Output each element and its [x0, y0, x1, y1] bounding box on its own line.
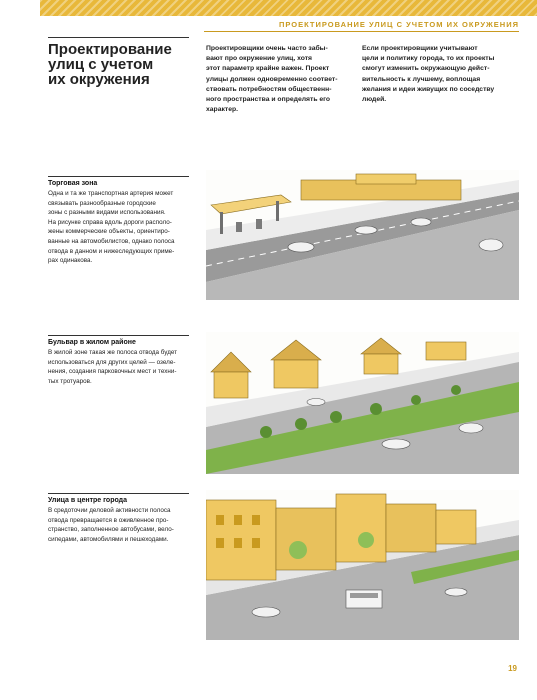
running-head-rule: [204, 31, 519, 32]
intro-line: ного пространства и определять его: [206, 96, 331, 104]
title-line: улиц с учетом: [48, 56, 154, 73]
intro-line: людей.: [362, 96, 387, 104]
body-line: отвода в данном и нижеследующих приме-: [48, 247, 175, 255]
intro-column-1: [206, 44, 351, 115]
section-rule: [48, 335, 189, 336]
body-line: Одна и та же транспортная артерия может: [48, 190, 174, 197]
section-body-boulevard: [48, 348, 196, 386]
body-line: странство, заполненное автобусами, вело-: [48, 526, 174, 534]
section-rule: [48, 176, 189, 177]
body-line: тых тротуаров.: [48, 377, 92, 385]
section-title-commercial: Торговая зона: [48, 180, 98, 187]
body-line: связывать разнообразные городские: [48, 199, 156, 207]
intro-line: вают про окружение улиц, хотя: [206, 55, 312, 63]
section-body-downtown: [48, 506, 196, 544]
intro-line: характер.: [206, 106, 239, 114]
section-body-commercial: [48, 189, 196, 266]
running-head: ПРОЕКТИРОВАНИЕ УЛИЦ С УЧЕТОМ ИХ ОКРУЖЕНИЯ: [279, 20, 519, 29]
intro-line: ствовать потребностям общественн-: [206, 85, 332, 93]
body-line: нения, создания парковочных мест и техни-: [48, 368, 177, 376]
body-line: жены коммерческие объекты, ориентиро-: [48, 228, 170, 236]
top-decorative-band: [40, 0, 537, 16]
title-rule: [48, 37, 189, 38]
intro-line: этот параметр крайне важен. Проект: [206, 65, 330, 73]
intro-line: смогут изменить окружающую дейст-: [362, 65, 490, 73]
section-rule: [48, 493, 189, 494]
title-line: их окружения: [48, 71, 150, 88]
intro-line: Если проектировщики учитывают: [362, 45, 478, 52]
section-title-downtown: Улица в центре города: [48, 497, 127, 504]
body-line: зоны с разными видами использования.: [48, 209, 166, 217]
section-title-boulevard: Бульвар в жилом районе: [48, 339, 136, 346]
body-line: рах одинакова.: [48, 257, 93, 265]
page-title: [48, 42, 198, 87]
illustration-residential-boulevard: [206, 332, 519, 474]
body-line: сипедами, автомобилями и пешеходами.: [48, 535, 169, 543]
intro-line: желания и идеи живущих по соседству: [362, 85, 495, 93]
intro-line: улицы должен одновременно соответ-: [206, 75, 338, 83]
body-line: На рисунке справа вдоль дороги располо-: [48, 218, 172, 226]
body-line: ванные на автомобилистов, однако полоса: [48, 237, 175, 245]
body-line: отвода превращается в оживленное про-: [48, 516, 169, 524]
intro-line: Проектировщики очень часто забы-: [206, 45, 328, 52]
intro-line: вительность к лучшему, воплощая: [362, 75, 481, 83]
illustration-commercial-street: [206, 170, 519, 300]
body-line: В средоточии деловой активности полоса: [48, 507, 171, 514]
page-number: 19: [508, 664, 517, 673]
body-line: использоваться для других целей — озеле-: [48, 358, 176, 366]
body-line: В жилой зоне такая же полоса отвода будет: [48, 349, 178, 356]
intro-line: цели и политику города, то их проекты: [362, 55, 495, 63]
intro-column-2: [362, 44, 507, 105]
illustration-downtown-street: [206, 490, 519, 640]
title-line: Проектирование: [48, 41, 172, 58]
